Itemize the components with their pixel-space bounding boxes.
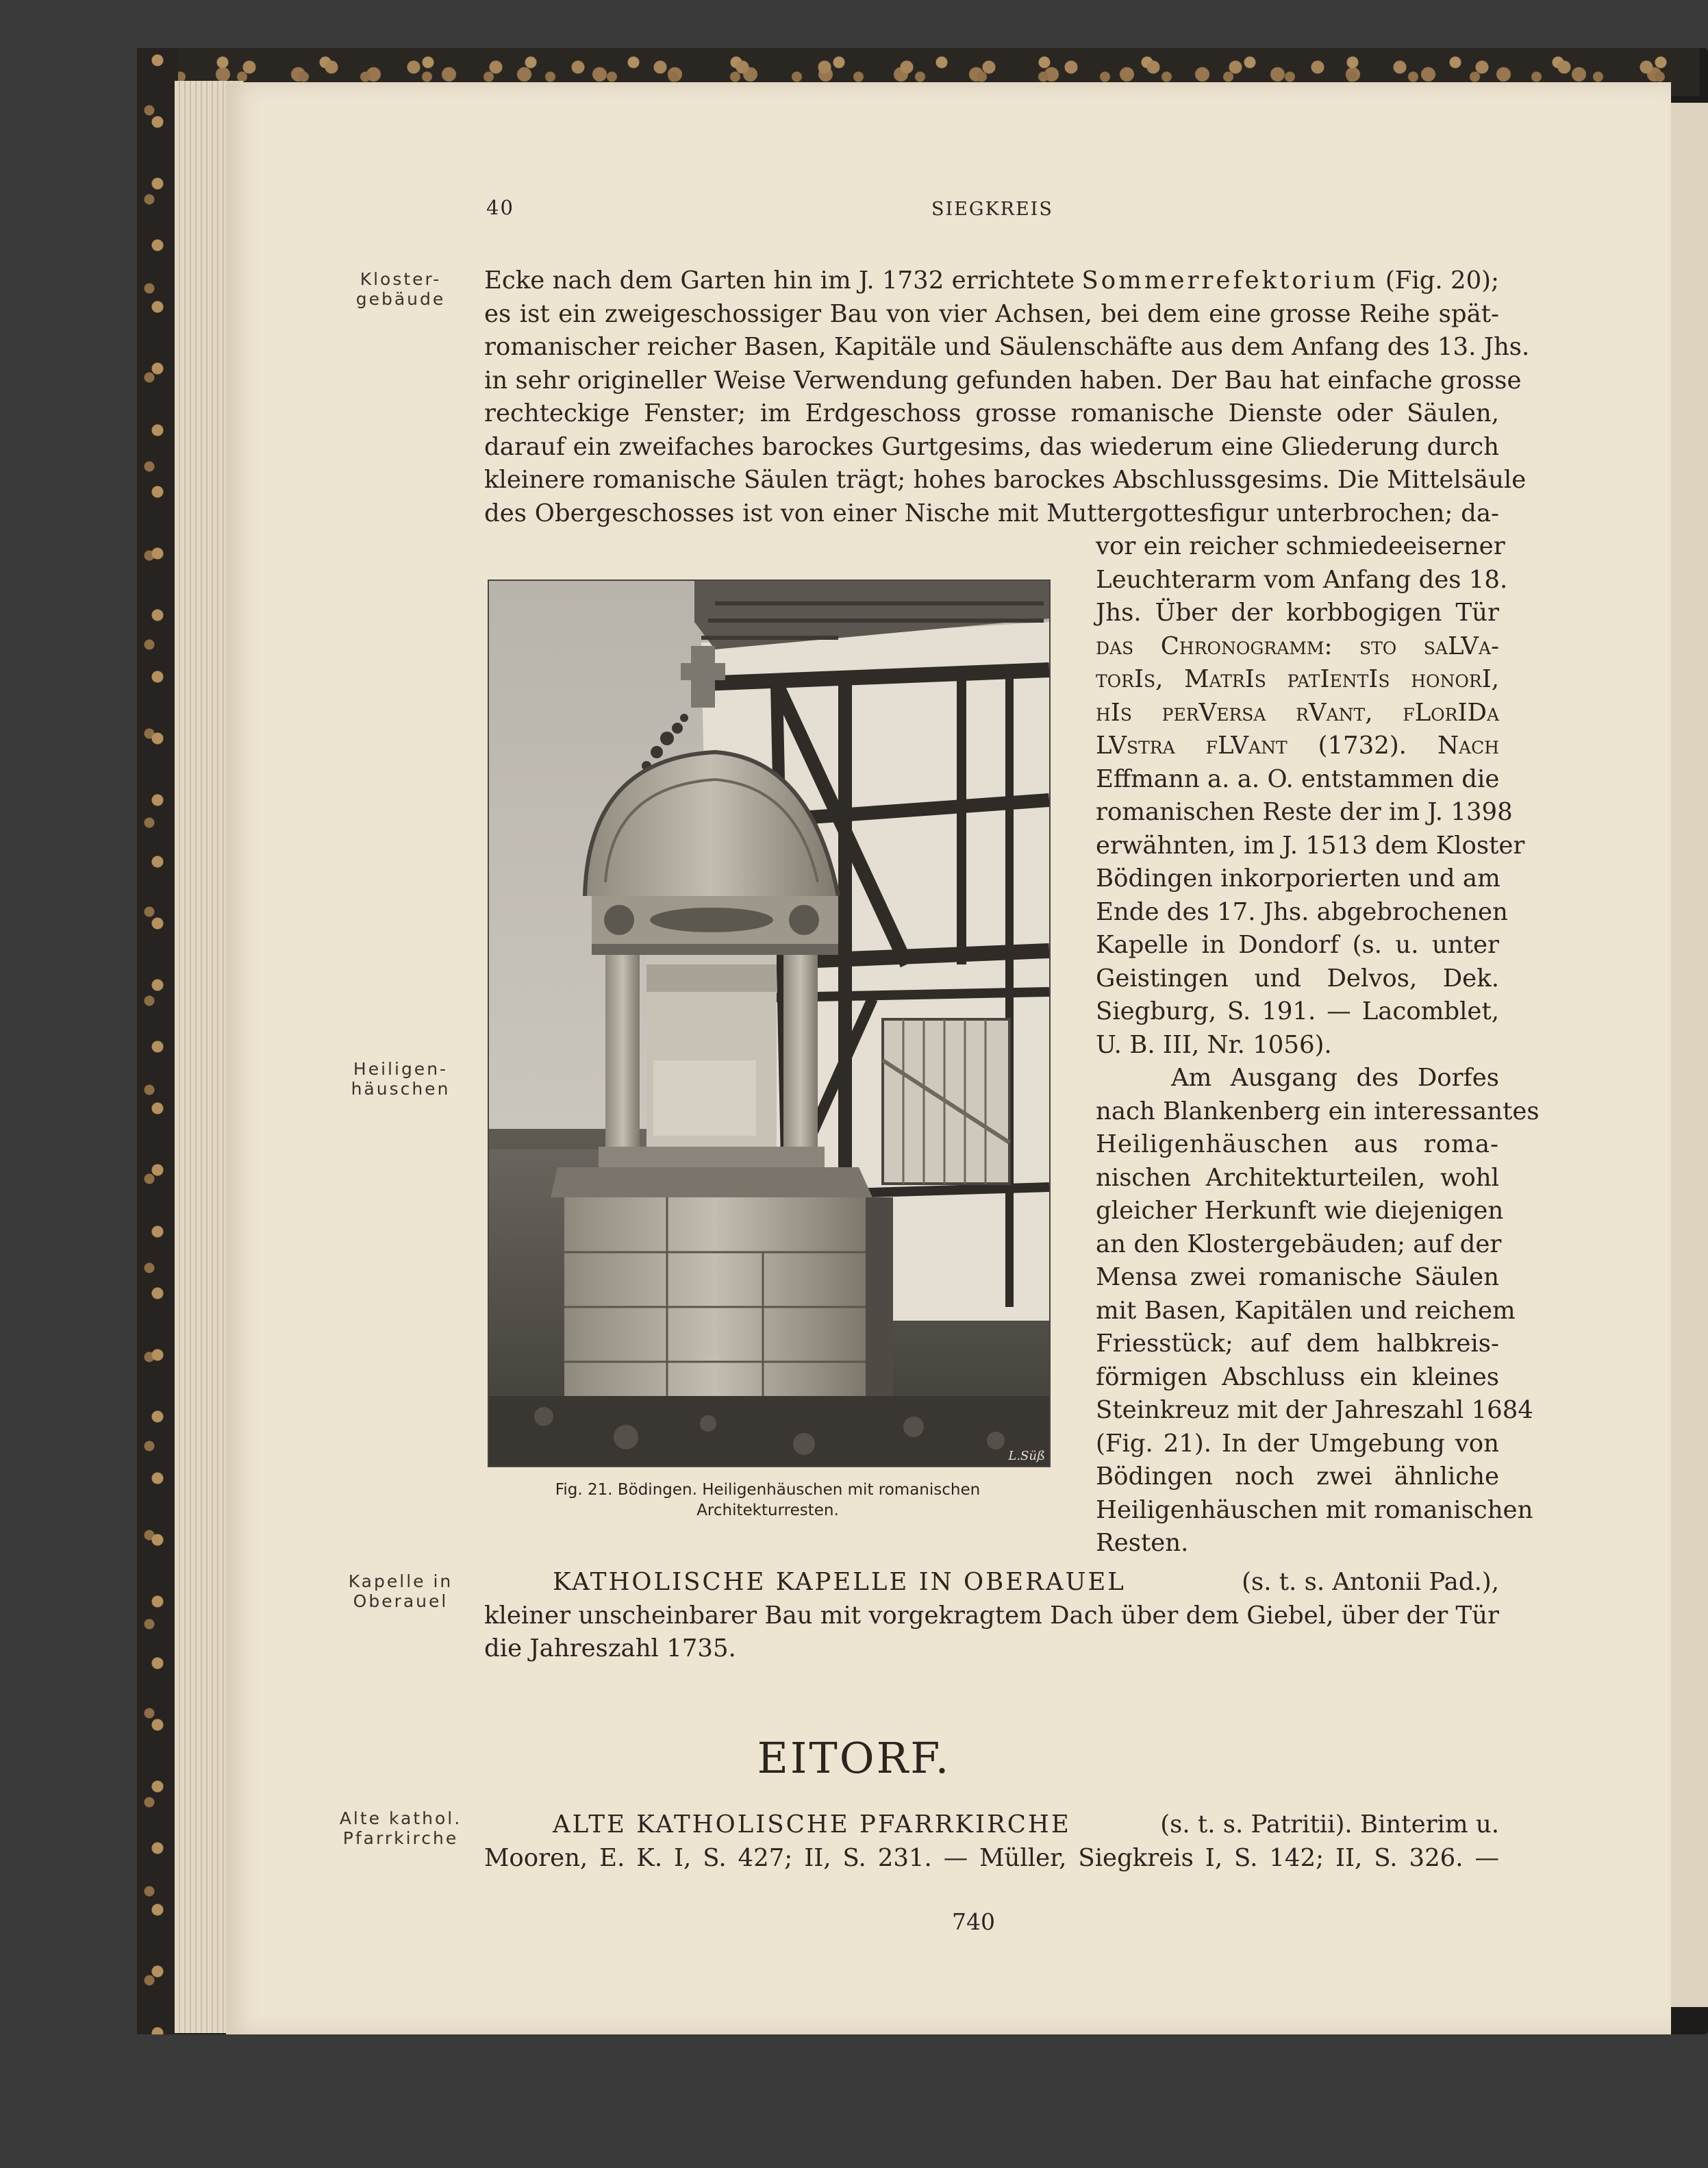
engraver-signature: L.Süß xyxy=(1008,1449,1045,1463)
heiligenhaeuschen-photo xyxy=(489,581,1049,1466)
text-line: Mooren, E. K. I, S. 427; II, S. 231. — Müller, Siegkreis I, S. 142; II, S. 326. — xyxy=(484,1843,1499,1872)
paragraph-pfarrkirche xyxy=(484,1808,1499,1875)
margin-note-kapelle: Kapelle in Oberauel xyxy=(348,1571,453,1611)
text-line: förmigen Abschluss ein kleines xyxy=(1096,1362,1499,1391)
text-line: Am Ausgang des Dorfes xyxy=(1171,1064,1499,1092)
text-line: Kapelle in Dondorf (s. u. unter xyxy=(1096,931,1499,959)
text-line: darauf ein zweifaches barockes Gurtgesims, das wiederum eine Gliederung durch xyxy=(484,432,1499,461)
chronogram-line: torIs, MatrIs patIentIs honorI, xyxy=(1096,665,1499,693)
margin-note-heiligenhaeuschen: Heiligen- häuschen xyxy=(351,1059,451,1099)
text-line: mit Basen, Kapitälen und reichem xyxy=(1096,1296,1516,1325)
text-line: Resten. xyxy=(1096,1529,1189,1557)
chronogram-line: das Chronogramm: sto saLVa- xyxy=(1096,632,1499,660)
text-line: an den Klostergebäuden; auf der xyxy=(1096,1230,1502,1258)
text-line: es ist ein zweigeschossiger Bau von vier Achsen, bei dem eine grosse Reihe spät- xyxy=(484,299,1499,328)
text-line: Leuchterarm vom Anfang des 18. xyxy=(1096,565,1508,594)
chronogram-line: LVstra fLVant (1732). Nach xyxy=(1096,732,1499,760)
folio-number: 740 xyxy=(952,1908,995,1935)
paragraph-kapelle xyxy=(484,1566,1499,1666)
text-line: Friesstück; auf dem halbkreis- xyxy=(1096,1330,1499,1358)
text-line: des Obergeschosses ist von einer Nische mit Muttergottesfigur unterbrochen; da- xyxy=(484,499,1499,527)
text-line: kleiner unscheinbarer Bau mit vorgekragtem Dach über dem Giebel, über der Tür xyxy=(484,1601,1500,1630)
text-line: romanischen Reste der im J. 1398 xyxy=(1096,798,1513,826)
margin-note-pfarrkirche: Alte kathol. Pfarrkirche xyxy=(339,1808,462,1848)
text-line: die Jahreszahl 1735. xyxy=(484,1634,736,1662)
text-line: ALTE KATHOLISCHE PFARRKIRCHE (s. t. s. Patritii). Binterim u. xyxy=(553,1810,1499,1839)
text-line: gleicher Herkunft wie diejenigen xyxy=(1096,1197,1504,1225)
text-line: Mensa zwei romanische Säulen xyxy=(1096,1263,1499,1291)
next-page-edge xyxy=(1671,103,1708,2007)
text-line: kleinere romanische Säulen trägt; hohes barockes Abschlussgesims. Die Mittelsäule xyxy=(484,466,1527,494)
page-number: 40 xyxy=(486,196,514,219)
text-line: Ecke nach dem Garten hin im J. 1732 errichtete Sommerrefektorium (Fig. 20); xyxy=(484,266,1499,295)
text-line: vor ein reicher schmiedeeiserner xyxy=(1096,532,1505,560)
text-line: Geistingen und Delvos, Dek. xyxy=(1096,964,1499,993)
paragraph-1-full xyxy=(484,264,1530,530)
text-line: Heiligenhäuschen aus roma- xyxy=(1096,1130,1499,1158)
text-line: (Fig. 21). In der Umgebung von xyxy=(1096,1429,1499,1458)
text-line: Heiligenhäuschen mit romanischen xyxy=(1096,1495,1533,1524)
text-line: U. B. III, Nr. 1056). xyxy=(1096,1030,1332,1059)
margin-note-klostergebaeude: Kloster- gebäude xyxy=(355,269,446,309)
running-title: SIEGKREIS xyxy=(931,199,1053,220)
chronogram-line: hIs perVersa rVant, fLorIDa xyxy=(1096,698,1499,727)
section-title: EITORF. xyxy=(757,1733,951,1783)
text-line: in sehr origineller Weise Verwendung gefunden haben. Der Bau hat einfache grosse xyxy=(484,366,1522,395)
text-line: nach Blankenberg ein interessantes xyxy=(1096,1097,1540,1125)
text-line: erwähnten, im J. 1513 dem Kloster xyxy=(1096,831,1525,860)
text-line: rechteckige Fenster; im Erdgeschoss grosse romanische Dienste oder Säulen, xyxy=(484,399,1499,427)
text-line: Steinkreuz mit der Jahreszahl 1684 xyxy=(1096,1396,1533,1424)
text-line: KATHOLISCHE KAPELLE IN OBERAUEL (s. t. s. Antonii Pad.), xyxy=(553,1568,1499,1596)
paragraph-1-column xyxy=(1096,530,1540,1560)
figure-photo xyxy=(488,580,1051,1467)
text-line: Effmann a. a. O. entstammen die xyxy=(1096,764,1500,793)
text-line: Bödingen noch zwei ähnliche xyxy=(1096,1462,1499,1491)
text-line: Jhs. Über der korbbogigen Tür xyxy=(1096,599,1499,627)
text-line: Siegburg, S. 191. — Lacomblet, xyxy=(1096,997,1499,1025)
figure-caption: Fig. 21. Bödingen. Heiligenhäuschen mit romanischen Architekturresten. xyxy=(555,1481,981,1519)
text-line: romanischer reicher Basen, Kapitäle und Säulenschäfte aus dem Anfang des 13. Jhs. xyxy=(484,333,1530,361)
text-line: nischen Architekturteilen, wohl xyxy=(1096,1163,1499,1192)
text-line: Ende des 17. Jhs. abgebrochenen xyxy=(1096,897,1508,926)
text-line: Bödingen inkorporierten und am xyxy=(1096,864,1500,893)
